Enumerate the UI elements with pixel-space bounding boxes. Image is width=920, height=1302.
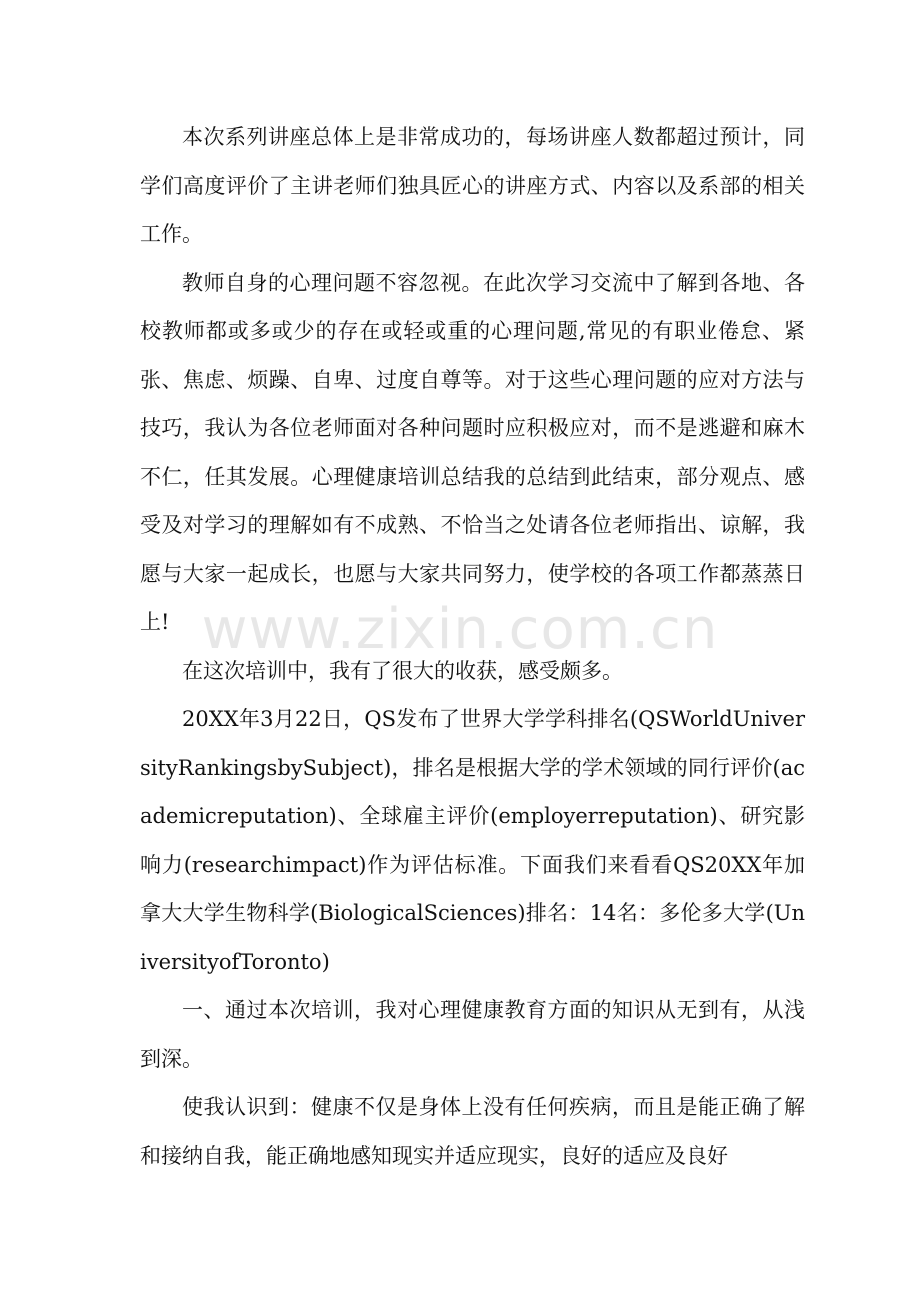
paragraph-knowledge-growth: 一、通过本次培训，我对心理健康教育方面的知识从无到有，从浅到深。 [140, 998, 805, 1071]
paragraph-training-gains: 在这次培训中，我有了很大的收获，感受颇多。 [182, 658, 623, 683]
paragraph-qs-ranking: 20XX年3月22日，QS发布了世界大学学科排名(QSWorldUniversityRankingsbySubject)，排名是根据大学的学术领域的同行评价(academicreputation)、全球雇主评价(employerreputation)、研究影响力(researchimpact)作为评估标准。下面我们来看看QS20XX年加拿大大学生物科学(BiologicalSciences)排名：14名：多伦多大学(UniversityofToronto) [140, 707, 805, 974]
paragraph-teacher-psychology: 教师自身的心理问题不容忽视。在此次学习交流中了解到各地、各校教师都或多或少的存在或轻或重的心理问题,常见的有职业倦怠、紧张、焦虑、烦躁、自卑、过度自尊等。对于这些心理问题的应对方法与技巧，我认为各位老师面对各种问题时应积极应对，而不是逃避和麻木不仁，任其发展。心理健康培训总结我的总结到此结束，部分观点、感受及对学习的理解如有不成熟、不恰当之处请各位老师指出、谅解，我愿与大家一起成长，也愿与大家共同努力，使学校的各项工作都蒸蒸日上! [140, 270, 805, 634]
document-body [140, 113, 805, 1180]
site-watermark: www.zixin.com.cn [201, 597, 719, 662]
paragraph-lecture-success: 本次系列讲座总体上是非常成功的，每场讲座人数都超过预计，同学们高度评价了主讲老师们独具匠心的讲座方式、内容以及系部的相关工作。 [140, 125, 805, 246]
paragraph-health-definition: 使我认识到：健康不仅是身体上没有任何疾病，而且是能正确了解和接纳自我，能正确地感知现实并适应现实，良好的适应及良好 [140, 1095, 805, 1168]
